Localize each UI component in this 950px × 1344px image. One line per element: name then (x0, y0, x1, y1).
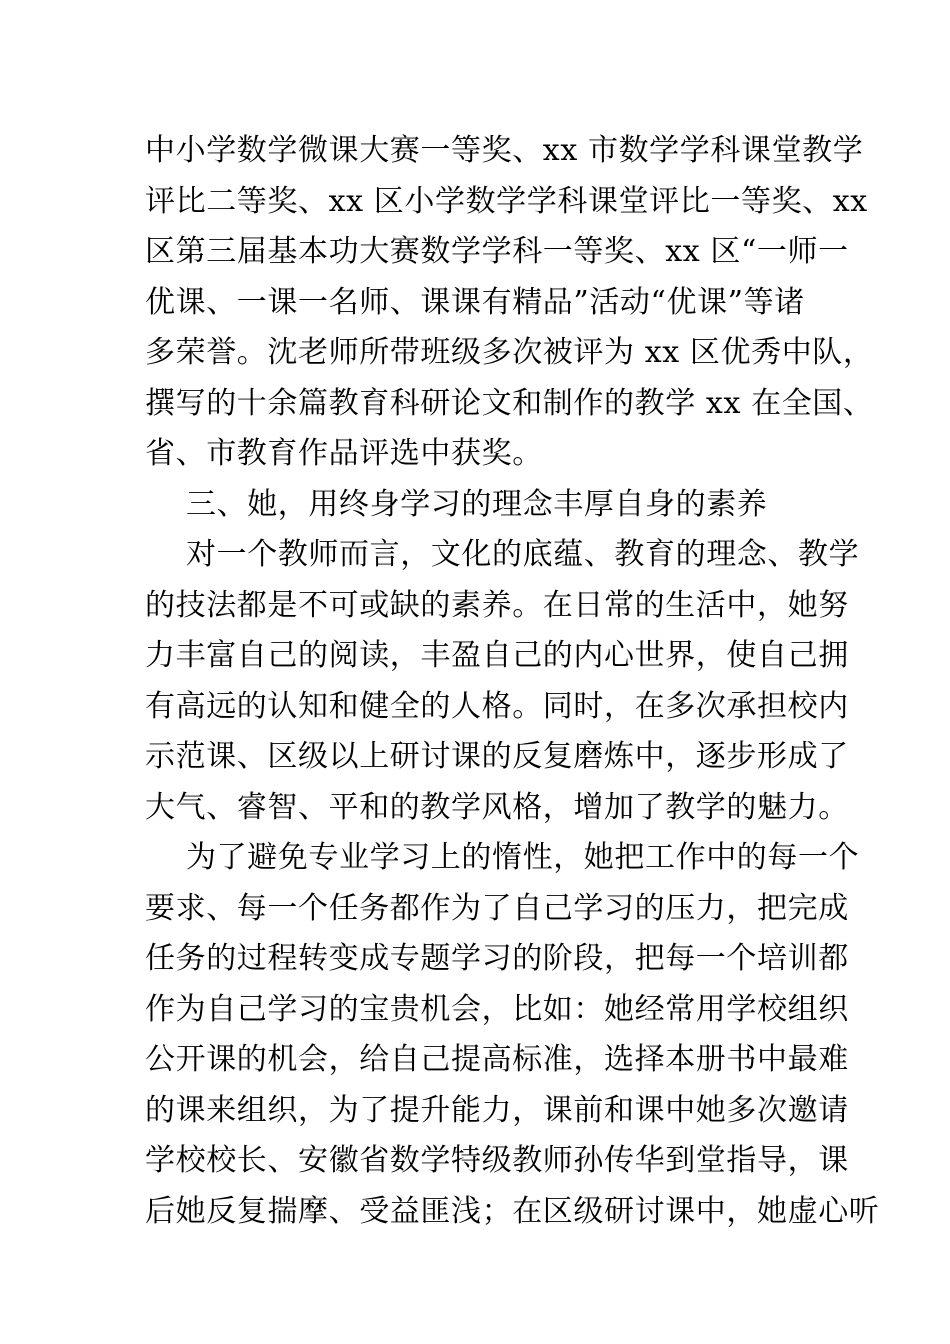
text-line: 省、市教育作品评选中获奖。 (145, 436, 543, 471)
text-line: 公开课的机会，给自己提高标准，选择本册书中最难 (145, 1042, 849, 1077)
text-line: 撰写的十余篇教育科研论文和制作的教学 xx 在全国、 (145, 385, 874, 421)
text-line: 作为自己学习的宝贵机会，比如：她经常用学校组织 (145, 991, 849, 1027)
document-body (145, 126, 880, 1237)
text-line: 优课、一课一名师、课课有精品”活动“优课”等诸 (145, 284, 805, 320)
text-line: 中小学数学微课大赛一等奖、xx 市数学学科课堂教学 (145, 133, 864, 168)
text-line: 任务的过程转变成专题学习的阶段，把每一个培训都 (145, 941, 849, 976)
text-line: 的技法都是不可或缺的素养。在日常的生活中，她努 (145, 587, 849, 623)
text-line: 的课来组织，为了提升能力，课前和课中她多次邀请 (145, 1092, 849, 1128)
text-line: 多荣誉。沈老师所带班级多次被评为 xx 区优秀中队， (145, 335, 874, 370)
text-line: 力丰富自己的阅读，丰盈自己的内心世界，使自己拥 (145, 638, 849, 673)
text-line: 学校校长、安徽省数学特级教师孙传华到堂指导，课 (145, 1143, 849, 1178)
text-line: 要求、每一个任务都作为了自己学习的压力，把完成 (145, 890, 849, 926)
text-line: 评比二等奖、xx 区小学数学学科课堂评比一等奖、xx (145, 183, 868, 219)
text-line: 区第三届基本功大赛数学学科一等奖、xx 区“一师一 (145, 234, 849, 269)
paragraph-start-line: 为了避免专业学习上的惰性，她把工作中的每一个 (186, 840, 860, 875)
paragraph-start-line: 对一个教师而言，文化的底蕴、教育的理念、教学 (186, 537, 860, 572)
text-line: 有高远的认知和健全的人格。同时，在多次承担校内 (145, 688, 849, 724)
text-line: 大气、睿智、平和的教学风格，增加了教学的魅力。 (145, 789, 849, 825)
section-heading: 三、她，用终身学习的理念丰厚自身的素养 (186, 486, 768, 522)
text-line: 后她反复揣摩、受益匪浅；在区级研讨课中，她虚心听 (145, 1193, 880, 1229)
text-line: 示范课、区级以上研讨课的反复磨炼中，逐步形成了 (145, 739, 849, 774)
